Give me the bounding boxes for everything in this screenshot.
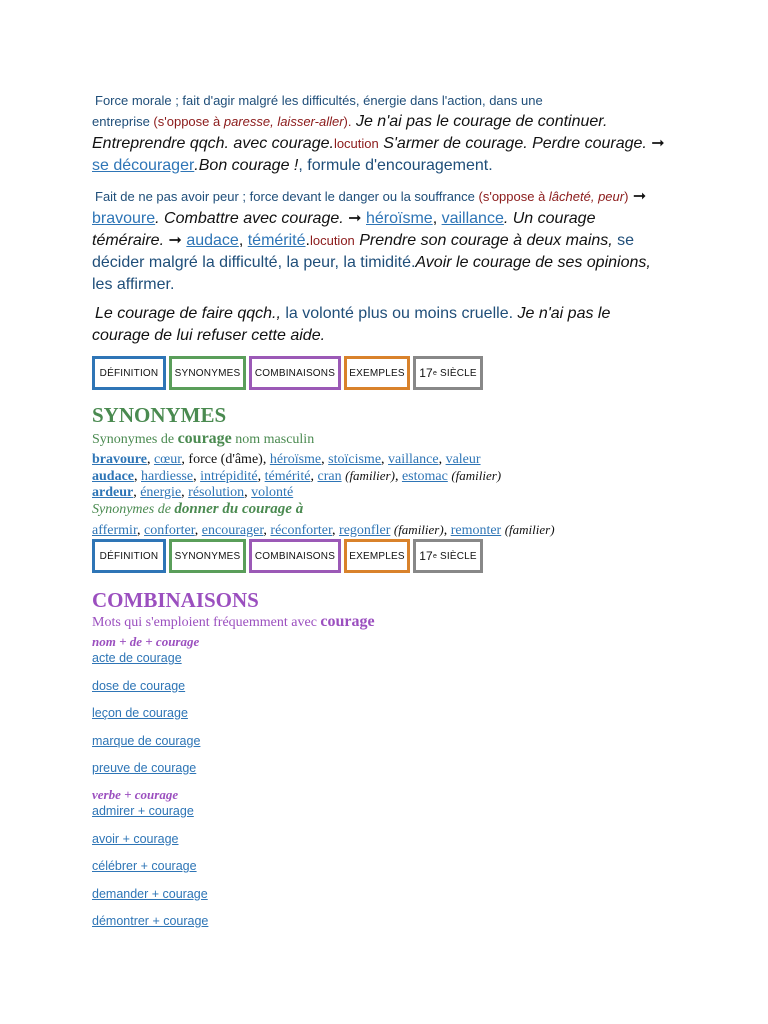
synonymes-line-1: bravoure, cœur, force (d'âme), héroïsme, stoïcisme, vaillance, valeur	[92, 452, 481, 467]
synonymes-sub2-prefix: Synonymes de	[92, 502, 175, 517]
oppose-words: paresse, laisser-aller	[223, 114, 344, 129]
definition-paragraph-1	[92, 90, 668, 177]
synonymes-sub2-word: donner du courage à	[174, 501, 304, 517]
syn-resolution[interactable]: résolution	[188, 485, 245, 500]
siecle-word: SIÈCLE	[440, 367, 477, 379]
oppose-words-2: lâcheté, peur	[548, 189, 625, 204]
syn-ardeur[interactable]: ardeur	[92, 485, 134, 500]
example-opinions: Avoir le courage de ses opinions,	[415, 254, 651, 271]
syn-reconforter[interactable]: réconforter	[270, 523, 333, 538]
combo-item[interactable]: leçon de courage	[92, 706, 188, 720]
tab-synonymes[interactable]: SYNONYMES	[169, 539, 246, 573]
example-opinions-gloss: les affirmer.	[92, 276, 175, 293]
combo-item[interactable]: célébrer + courage	[92, 859, 197, 873]
combinaisons-sub-word: courage	[320, 613, 375, 630]
combo-item[interactable]: avoir + courage	[92, 831, 179, 846]
locution-label-2: locution	[309, 233, 355, 248]
tab-17e-siecle[interactable]	[413, 356, 483, 390]
tab-exemples[interactable]: EXEMPLES	[344, 356, 410, 390]
synonymes-sub-suffix: nom masculin	[231, 432, 315, 447]
group-title-verbe-courage: verbe + courage	[92, 787, 179, 802]
syn-valeur[interactable]: valeur	[445, 452, 481, 467]
definition-1-text: Force morale ; fait d'agir malgré les difficultés, énergie dans l'action, dans une	[95, 93, 543, 108]
syn-bravoure[interactable]: bravoure	[92, 452, 147, 467]
combo-item[interactable]: demander + courage	[92, 886, 208, 901]
tab-definition[interactable]: DÉFINITION	[92, 539, 166, 573]
combo-list-2	[92, 804, 208, 942]
link-bravoure[interactable]: bravoure	[92, 210, 156, 227]
siecle-word: SIÈCLE	[440, 550, 477, 562]
tab-combinaisons[interactable]: COMBINAISONS	[249, 356, 341, 390]
synonymes-line-3: ardeur, énergie, résolution, volonté	[92, 485, 294, 500]
link-audace[interactable]: audace	[186, 232, 239, 249]
separator: ,	[432, 210, 442, 227]
familier-label: (familier)	[451, 468, 502, 483]
definition-paragraph-2: Fait de ne pas avoir peur ; force devant le danger ou la souffrance (s'oppose à lâcheté, peur) ➞ bravoure. Combattre avec courage. ➞ héroïsme, vaillance. Un courage téméraire. ➞ audace, témérité.locution Prendre son courage à deux mains, se décider malgré la difficulté, la peur, la timidité.Avoir le courage de ses opinions, les affirmer.	[92, 188, 651, 293]
link-heroisme[interactable]: héroïsme	[366, 210, 433, 227]
combo-item[interactable]: acte de courage	[92, 651, 182, 665]
syn-remonter[interactable]: remonter	[450, 523, 502, 538]
tab-definition[interactable]: DÉFINITION	[92, 356, 166, 390]
siecle-number: 17	[419, 366, 433, 380]
tab-combinaisons[interactable]: COMBINAISONS	[249, 539, 341, 573]
example-deux-mains-gloss: se décider malgré la difficulté, la peur, la timidité.	[92, 232, 635, 271]
definition-paragraph-3	[92, 303, 668, 347]
syn-stoicisme[interactable]: stoïcisme	[328, 452, 382, 467]
oppose-label: (s'oppose à	[149, 114, 224, 129]
combo-list-1	[92, 651, 200, 789]
separator-2: ,	[238, 232, 248, 249]
combo-item[interactable]: démontrer + courage	[92, 914, 209, 928]
tab-17e-siecle[interactable]	[413, 539, 483, 573]
section-tabs-top	[92, 356, 483, 390]
oppose-label-2: (s'oppose à	[474, 189, 549, 204]
familier-label: (familier)	[393, 522, 444, 537]
siecle-number: 17	[419, 549, 433, 563]
syn-cran[interactable]: cran	[317, 469, 342, 484]
syn-force-ame: force (d'âme)	[188, 452, 263, 467]
locution-label: locution	[333, 136, 379, 151]
syn-encourager[interactable]: encourager	[201, 523, 264, 538]
arrow-icon: ➞	[646, 135, 665, 152]
combinaisons-subtitle	[92, 613, 375, 631]
syn-temerite[interactable]: témérité	[264, 469, 311, 484]
example-1: Je n'ai pas le courage de continuer. Entreprendre qqch. avec courage.	[92, 113, 608, 152]
combinaisons-heading: COMBINAISONS	[92, 588, 259, 612]
combo-item[interactable]: preuve de courage	[92, 761, 197, 775]
group-title-nom-de-courage: nom + de + courage	[92, 634, 200, 649]
synonymes-subtitle-2	[92, 501, 303, 518]
synonymes-line-2: audace, hardiesse, intrépidité, témérité, cran (familier), estomac (familier)	[92, 468, 502, 484]
synonymes-subtitle	[92, 430, 314, 448]
link-se-decourager[interactable]: se décourager	[92, 157, 195, 174]
syn-conforter[interactable]: conforter	[144, 523, 195, 538]
oppose-close-2: )	[624, 189, 629, 204]
familier-label: (familier)	[504, 522, 555, 537]
example-faire-qqch-gloss: la volonté plus ou moins cruelle.	[280, 305, 514, 322]
example-temeraire: . Un courage téméraire.	[92, 210, 596, 249]
example-combattre: . Combattre avec courage.	[155, 210, 344, 227]
syn-heroisme[interactable]: héroïsme	[269, 452, 322, 467]
synonymes-line-4: affermir, conforter, encourager, réconforter, regonfler (familier), remonter (familier)	[92, 522, 555, 538]
combo-item[interactable]: admirer + courage	[92, 804, 194, 818]
tab-synonymes[interactable]: SYNONYMES	[169, 356, 246, 390]
tab-exemples[interactable]: EXEMPLES	[344, 539, 410, 573]
syn-vaillance[interactable]: vaillance	[388, 452, 439, 467]
link-temerite[interactable]: témérité	[247, 232, 306, 249]
siecle-sup: e	[432, 552, 438, 560]
syn-regonfler[interactable]: regonfler	[339, 523, 391, 538]
syn-estomac[interactable]: estomac	[401, 469, 448, 484]
syn-intrepidite[interactable]: intrépidité	[200, 469, 258, 484]
example-faire-qqch: Le courage de faire qqch.,	[95, 305, 281, 322]
synonymes-sub-prefix: Synonymes de	[92, 432, 178, 447]
syn-volonte[interactable]: volonté	[251, 485, 294, 500]
example-3: .Bon courage !	[194, 157, 299, 174]
dot: .	[305, 232, 310, 249]
definition-1-text-b: entreprise	[92, 114, 150, 129]
link-vaillance[interactable]: vaillance	[441, 210, 504, 227]
syn-hardiesse[interactable]: hardiesse	[141, 469, 194, 484]
combo-item[interactable]: dose de courage	[92, 678, 186, 693]
syn-coeur[interactable]: cœur	[153, 452, 182, 467]
syn-affermir[interactable]: affermir	[92, 523, 138, 538]
combinaisons-sub-prefix: Mots qui s'emploient fréquemment avec	[92, 615, 321, 630]
oppose-close: ).	[343, 114, 352, 129]
example-refuser: Je n'ai pas le courage de lui refuser cette aide.	[92, 305, 611, 344]
example-3-gloss: , formule d'encouragement.	[298, 157, 493, 174]
definition-2-text: Fait de ne pas avoir peur ; force devant le danger ou la souffrance	[95, 189, 475, 204]
combo-item[interactable]: marque de courage	[92, 733, 201, 748]
syn-energie[interactable]: énergie	[140, 485, 182, 500]
example-2: S'armer de courage. Perdre courage.	[378, 135, 647, 152]
synonymes-heading: SYNONYMES	[92, 403, 227, 427]
section-tabs-middle	[92, 539, 483, 573]
familier-label: (familier)	[345, 468, 395, 483]
siecle-sup: e	[432, 369, 438, 377]
syn-audace[interactable]: audace	[92, 469, 134, 484]
synonymes-sub-word: courage	[177, 430, 232, 447]
example-deux-mains: Prendre son courage à deux mains,	[354, 232, 613, 249]
